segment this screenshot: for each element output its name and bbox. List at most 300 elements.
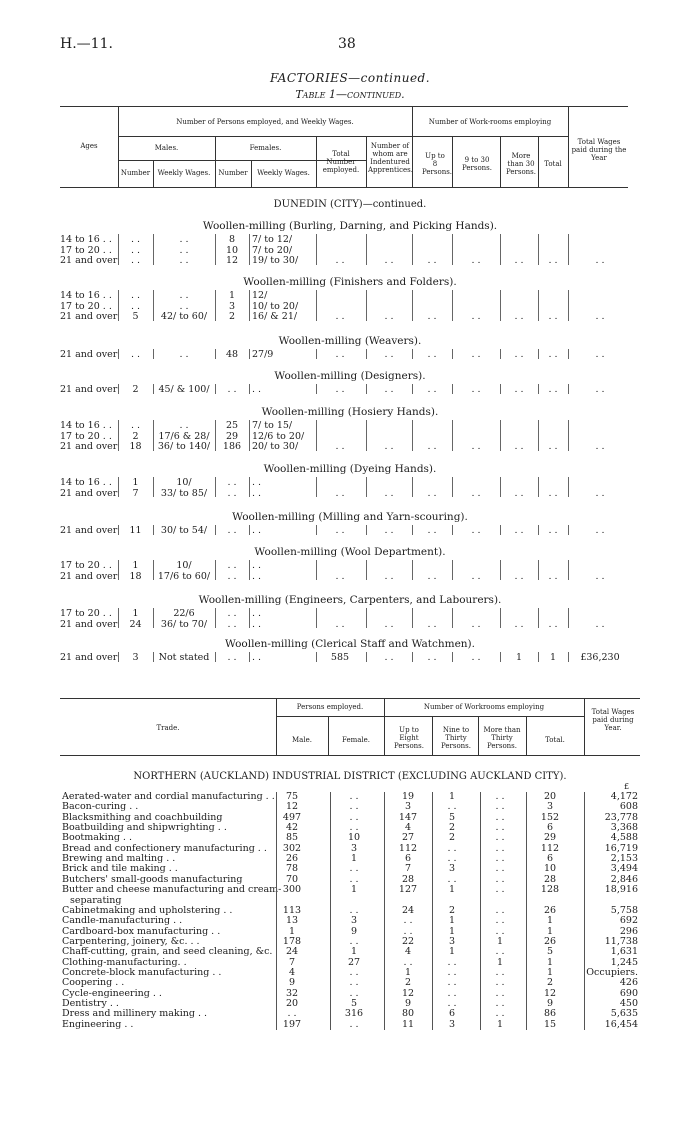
cell-rmore: 1	[496, 956, 504, 968]
cell-r8: . .	[403, 925, 413, 937]
cell-female: . .	[349, 977, 359, 989]
col-persons-group: Number of Persons employed, and Weekly Wages.	[176, 118, 354, 126]
cell-f-wage: . .	[252, 560, 262, 571]
column-rule	[568, 420, 569, 451]
cell-r30: . .	[447, 873, 457, 885]
cell-rmore: . .	[495, 966, 505, 978]
cell-wages: 23,778	[604, 811, 638, 823]
cell-female: 1	[350, 946, 358, 958]
cell-wages: 5,758	[610, 904, 638, 916]
column-rule	[249, 652, 250, 662]
section-title: Woollen-milling (Wool Department).	[254, 546, 446, 558]
column-rule	[316, 290, 317, 321]
column-rule	[568, 290, 569, 321]
column-rule	[118, 477, 119, 497]
cell-r8: 27	[401, 832, 415, 844]
cell-rmore: . .	[514, 311, 524, 322]
cell-total: . .	[335, 384, 345, 395]
cell-age: 21 and over	[60, 525, 118, 536]
column-rule	[215, 560, 216, 580]
cell-total: 10	[543, 863, 557, 875]
cell-ind: . .	[384, 384, 394, 395]
column-rule	[249, 234, 250, 265]
cell-wages: 5,635	[610, 1008, 638, 1020]
column-rule	[118, 234, 119, 265]
cell-male: 13	[285, 915, 299, 927]
cell-trade: Concrete-block manufacturing . .	[62, 966, 222, 978]
section-title: Woollen-milling (Weavers).	[278, 335, 422, 347]
col-total-wages: Total Wages paid during the Year	[571, 138, 627, 162]
section-title: Woollen-milling (Dyeing Hands).	[263, 463, 437, 475]
column-rule	[316, 477, 317, 497]
col-more-than-thirty: More than Thirty Persons.	[483, 726, 521, 750]
column-rule	[316, 420, 317, 451]
cell-m-wage: . .	[179, 349, 189, 360]
cell-r30: . .	[471, 349, 481, 360]
column-rule	[412, 608, 413, 628]
cell-female: . .	[349, 935, 359, 947]
cell-total: 2	[546, 977, 554, 989]
column-rule	[366, 234, 367, 265]
col-indentured: Number of whom are Indentured Apprentices.	[368, 142, 413, 174]
cell-total: 28	[543, 873, 557, 885]
column-rule	[568, 384, 569, 394]
cell-rtot: . .	[548, 487, 558, 499]
cell-r30: 1	[448, 884, 456, 896]
cell-m-num: 1	[132, 560, 139, 571]
column-rule	[480, 792, 481, 1030]
cell-wages: 426	[619, 977, 638, 989]
table-row	[0, 441, 700, 452]
cell-trade: Cardboard-box manufacturing . .	[62, 925, 221, 937]
cell-rmore: . .	[495, 801, 505, 813]
cell-trade: Boatbuilding and shipwrighting . .	[62, 822, 227, 834]
table2-header	[60, 698, 640, 756]
cell-trade: Cycle-engineering . .	[62, 987, 162, 999]
cell-wages: 18,916	[604, 884, 638, 896]
column-rule	[118, 652, 119, 662]
cell-wages: 608	[619, 801, 638, 813]
cell-age: 17 to 20 . .	[60, 300, 112, 312]
table-row	[0, 255, 700, 266]
cell-wages: £36,230	[580, 652, 620, 663]
district-heading: NORTHERN (AUCKLAND) INDUSTRIAL DISTRICT (EXCLUDING AUCKLAND CITY).	[133, 771, 567, 782]
column-rule	[500, 384, 501, 394]
section-title: Woollen-milling (Clerical Staff and Watchmen).	[224, 638, 475, 650]
cell-rtot: . .	[548, 349, 558, 360]
cell-m-wage: Not stated	[158, 652, 210, 663]
cell-total: 26	[543, 904, 557, 916]
col-ages: Ages	[80, 142, 98, 150]
column-rule	[366, 560, 367, 580]
cell-m-wage: . .	[179, 300, 189, 312]
cell-total: 26	[543, 935, 557, 947]
column-rule	[330, 792, 331, 1030]
cell-female: . .	[349, 873, 359, 885]
table-row	[0, 571, 700, 582]
cell-r30: 3	[448, 1018, 456, 1030]
cell-r30: 1	[448, 946, 456, 958]
cell-m-wage: . .	[179, 255, 189, 266]
column-rule	[452, 477, 453, 497]
cell-r8: . .	[427, 652, 437, 663]
section-title: Woollen-milling (Milling and Yarn-scouring).	[232, 511, 468, 523]
column-rule	[215, 234, 216, 265]
cell-female: . .	[349, 987, 359, 999]
table-row	[0, 916, 700, 926]
cell-m-wage: 42/ to 60/	[160, 311, 208, 322]
cell-m-wage: 45/ & 100/	[158, 384, 210, 395]
cell-f-wage: 7/ to 20/	[252, 244, 293, 256]
column-rule	[215, 290, 216, 321]
column-rule	[538, 420, 539, 451]
col-male-wages: Weekly Wages.	[157, 169, 211, 177]
column-rule	[412, 384, 413, 394]
cell-r8: 147	[398, 811, 418, 823]
cell-total: 86	[543, 1008, 557, 1020]
cell-age: 14 to 16 . .	[60, 477, 112, 488]
cell-male: 75	[285, 791, 299, 802]
column-rule	[366, 384, 367, 394]
col-9-to-30: 9 to 30 Persons.	[461, 156, 493, 172]
table-row	[0, 477, 700, 488]
cell-wages: 450	[619, 998, 638, 1009]
column-rule	[538, 290, 539, 321]
col-up-to-eight: Up to Eight Persons.	[393, 726, 425, 750]
column-rule	[568, 608, 569, 628]
cell-ind: . .	[384, 525, 394, 536]
cell-r30: . .	[471, 525, 481, 536]
column-rule	[366, 608, 367, 628]
column-rule	[215, 608, 216, 628]
cell-female: 10	[347, 832, 361, 844]
cell-f-wage: 7/ to 12/	[252, 234, 293, 245]
cell-wages: 4,588	[610, 832, 638, 844]
cell-f-wage: . .	[252, 608, 262, 619]
column-rule	[276, 792, 277, 1030]
cell-r8: 80	[401, 1008, 415, 1020]
table-row	[0, 488, 700, 499]
cell-total: 6	[546, 853, 554, 865]
cell-rtot: . .	[548, 618, 558, 630]
cell-wages: . .	[595, 255, 605, 266]
table-row	[0, 885, 700, 895]
cell-male: 32	[285, 987, 299, 999]
cell-f-num: . .	[227, 618, 237, 630]
table-row	[0, 301, 700, 312]
column-rule	[153, 384, 154, 394]
cell-total: 152	[540, 811, 560, 823]
cell-trade: Butter and cheese manufacturing and cream-	[62, 884, 282, 896]
cell-age: 21 and over	[60, 311, 118, 322]
cell-ind: . .	[384, 570, 394, 582]
cell-wages: 1,245	[610, 956, 638, 968]
cell-age: 21 and over	[60, 618, 118, 630]
table-row	[0, 652, 700, 663]
cell-r8: . .	[427, 349, 437, 360]
cell-r30: 1	[448, 925, 456, 937]
cell-m-num: 18	[129, 441, 142, 452]
column-rule	[500, 608, 501, 628]
cell-m-num: 2	[132, 430, 139, 442]
column-rule	[568, 234, 569, 265]
column-rule	[215, 384, 216, 394]
cell-total: 585	[330, 652, 350, 663]
cell-total: . .	[335, 487, 345, 499]
cell-total: 112	[540, 842, 560, 854]
cell-m-wage: . .	[179, 234, 189, 245]
cell-wages: 1,631	[610, 946, 638, 958]
cell-male: . .	[287, 1008, 297, 1020]
page-title: FACTORIES—continued.	[269, 71, 431, 85]
cell-trade: Brewing and malting . .	[62, 853, 176, 865]
cell-m-wage: 22/6	[173, 608, 195, 619]
cell-wages: 3,368	[610, 822, 638, 834]
cell-total: 1	[546, 915, 554, 927]
cell-f-num: 186	[222, 441, 242, 452]
cell-r30: . .	[447, 987, 457, 999]
column-rule	[118, 384, 119, 394]
cell-rmore: . .	[514, 618, 524, 630]
cell-r8: 28	[401, 873, 415, 885]
column-rule	[538, 349, 539, 359]
cell-r30: . .	[447, 956, 457, 968]
cell-r8: 3	[404, 801, 412, 813]
cell-m-wage: 36/ to 70/	[160, 618, 208, 630]
column-rule	[153, 525, 154, 535]
cell-total: 1	[546, 925, 554, 937]
column-rule	[316, 608, 317, 628]
cell-rmore: . .	[495, 873, 505, 885]
column-rule	[452, 525, 453, 535]
cell-wages: . .	[595, 311, 605, 322]
cell-m-num: 1	[132, 608, 139, 619]
column-rule	[500, 560, 501, 580]
cell-f-wage: . .	[252, 384, 262, 395]
column-rule	[215, 477, 216, 497]
cell-rmore: . .	[495, 998, 505, 1009]
cell-total: . .	[335, 255, 345, 266]
cell-male: 20	[285, 998, 299, 1009]
cell-r30: 2	[448, 832, 456, 844]
column-rule	[118, 525, 119, 535]
cell-m-num: 3	[132, 652, 139, 663]
column-rule	[412, 525, 413, 535]
column-rule	[568, 652, 569, 662]
cell-total: 15	[543, 1018, 557, 1030]
cell-r30: 6	[448, 1008, 456, 1020]
column-rule	[452, 349, 453, 359]
col-rooms-group: Number of Work-rooms employing	[428, 118, 552, 126]
column-rule	[118, 290, 119, 321]
cell-r30: . .	[471, 652, 481, 663]
column-rule	[412, 420, 413, 451]
cell-male: 497	[282, 811, 302, 823]
column-rule	[526, 792, 527, 1030]
cell-female: . .	[349, 863, 359, 875]
cell-f-num: 3	[228, 300, 236, 312]
section-title: Woollen-milling (Engineers, Carpenters, and Labourers).	[198, 594, 502, 606]
cell-m-wage: 36/ to 140/	[157, 441, 211, 452]
cell-f-num: . .	[227, 560, 237, 571]
col-total: Total	[544, 160, 562, 168]
cell-r8: . .	[427, 384, 437, 395]
cell-m-num: 7	[132, 487, 139, 499]
col-total2: Total.	[545, 736, 565, 744]
cell-female: . .	[349, 801, 359, 813]
cell-rmore: . .	[514, 487, 524, 499]
table-row	[0, 349, 700, 360]
cell-female: 1	[350, 853, 358, 865]
cell-m-wage: 10/	[176, 560, 192, 571]
cell-age: 14 to 16 . .	[60, 290, 112, 301]
column-rule	[568, 525, 569, 535]
column-rule	[153, 560, 154, 580]
cell-f-num: . .	[227, 477, 237, 488]
section-title: Woollen-milling (Burling, Darning, and Picking Hands).	[202, 220, 498, 232]
cell-total: 5	[546, 946, 554, 958]
cell-wages: . .	[595, 570, 605, 582]
cell-trade: Coopering . .	[62, 977, 125, 989]
column-rule	[153, 652, 154, 662]
cell-male: 4	[288, 966, 296, 978]
cell-f-num: 1	[228, 290, 236, 301]
cell-f-wage: . .	[252, 618, 262, 630]
cell-trade: Carpentering, joinery, &c. . .	[62, 935, 200, 947]
cell-r8: . .	[427, 487, 437, 499]
cell-m-num: . .	[130, 420, 141, 431]
cell-rmore: . .	[514, 349, 524, 360]
cell-m-num: . .	[130, 234, 141, 245]
cell-rtot: . .	[548, 384, 558, 395]
table-row	[0, 234, 700, 245]
cell-rmore: . .	[495, 987, 505, 999]
column-rule	[500, 525, 501, 535]
section-title: Woollen-milling (Hosiery Hands).	[261, 406, 439, 418]
section-title: Woollen-milling (Finishers and Folders).	[243, 276, 457, 288]
cell-wages: 11,738	[604, 935, 638, 947]
column-rule	[316, 560, 317, 580]
cell-f-wage: 27/9	[252, 349, 274, 360]
cell-f-num: 12	[225, 255, 239, 266]
cell-f-wage: 20/ to 30/	[252, 441, 299, 452]
cell-m-wage: . .	[179, 290, 189, 301]
column-rule	[118, 560, 119, 580]
col-up-to-8: Up to 8 Persons.	[422, 152, 453, 176]
cell-f-wage: 16/ & 21/	[252, 311, 298, 322]
cell-r8: . .	[427, 570, 437, 582]
cell-r8: . .	[403, 915, 413, 927]
col-male-number: Number	[120, 169, 151, 177]
cell-female: . .	[349, 791, 359, 802]
col-males: Males.	[154, 144, 179, 152]
section-title: Woollen-milling (Designers).	[274, 370, 426, 382]
column-rule	[452, 560, 453, 580]
cell-age: 17 to 20 . .	[60, 560, 112, 571]
cell-f-num: 25	[225, 420, 239, 431]
cell-total: . .	[335, 349, 345, 360]
cell-age: 21 and over	[60, 441, 118, 452]
column-rule	[500, 290, 501, 321]
column-rule	[153, 420, 154, 451]
cell-r8: 1	[404, 966, 412, 978]
cell-total: . .	[335, 311, 345, 322]
cell-rmore: . .	[514, 384, 524, 395]
column-rule	[118, 420, 119, 451]
column-rule	[500, 477, 501, 497]
col-male: Male.	[292, 736, 312, 744]
column-rule	[538, 234, 539, 265]
cell-m-num: . .	[130, 349, 141, 360]
cell-age: 14 to 16 . .	[60, 234, 112, 245]
table-row	[0, 420, 700, 431]
cell-r30: . .	[447, 801, 457, 813]
cell-r8: . .	[427, 618, 437, 630]
column-rule	[452, 384, 453, 394]
cell-f-num: 10	[225, 244, 239, 256]
cell-female: . .	[349, 1018, 359, 1030]
cell-r8: 19	[401, 791, 415, 802]
cell-rtot: 1	[549, 652, 557, 663]
cell-wages: 690	[619, 987, 638, 999]
cell-rmore: . .	[495, 842, 505, 854]
column-rule	[249, 290, 250, 321]
page-number: 38	[338, 36, 356, 52]
cell-total: 20	[543, 791, 557, 802]
column-rule	[366, 290, 367, 321]
cell-rmore: . .	[514, 525, 524, 536]
column-rule	[215, 525, 216, 535]
table-subtitle: Table 1—continued.	[295, 88, 405, 101]
cell-f-wage: 12/	[252, 290, 268, 301]
cell-total: 29	[543, 832, 557, 844]
cell-female: . .	[349, 966, 359, 978]
cell-male: 113	[282, 904, 302, 916]
table1-header	[60, 106, 628, 188]
cell-male: 178	[282, 935, 302, 947]
cell-r30: . .	[447, 842, 457, 854]
cell-f-num: . .	[227, 525, 237, 536]
cell-f-num: . .	[227, 384, 237, 395]
cell-f-wage: . .	[252, 570, 262, 582]
column-rule	[153, 290, 154, 321]
column-rule	[118, 608, 119, 628]
cell-male: 78	[285, 863, 299, 875]
cell-age: 21 and over	[60, 652, 118, 663]
column-rule	[538, 525, 539, 535]
col-female-number: Number	[218, 169, 248, 177]
cell-rmore: . .	[495, 791, 505, 802]
cell-rmore: . .	[514, 441, 524, 452]
cell-trade: Chaff-cutting, grain, and seed cleaning, &c.	[62, 946, 273, 958]
cell-wages: . .	[595, 441, 605, 452]
cell-ind: . .	[384, 652, 394, 663]
cell-rtot: . .	[548, 570, 558, 582]
column-rule	[500, 234, 501, 265]
column-rule	[249, 420, 250, 451]
cell-r8: 24	[401, 904, 415, 916]
cell-rmore: . .	[495, 925, 505, 937]
cell-total: 6	[546, 822, 554, 834]
cell-female: . .	[349, 822, 359, 834]
cell-age: 17 to 20 . .	[60, 430, 112, 442]
cell-r8: 12	[401, 987, 415, 999]
cell-male: 1	[288, 925, 296, 937]
cell-m-wage: 17/6 to 60/	[157, 570, 211, 582]
column-rule	[316, 525, 317, 535]
table-row	[0, 290, 700, 301]
cell-m-wage: . .	[179, 420, 189, 431]
